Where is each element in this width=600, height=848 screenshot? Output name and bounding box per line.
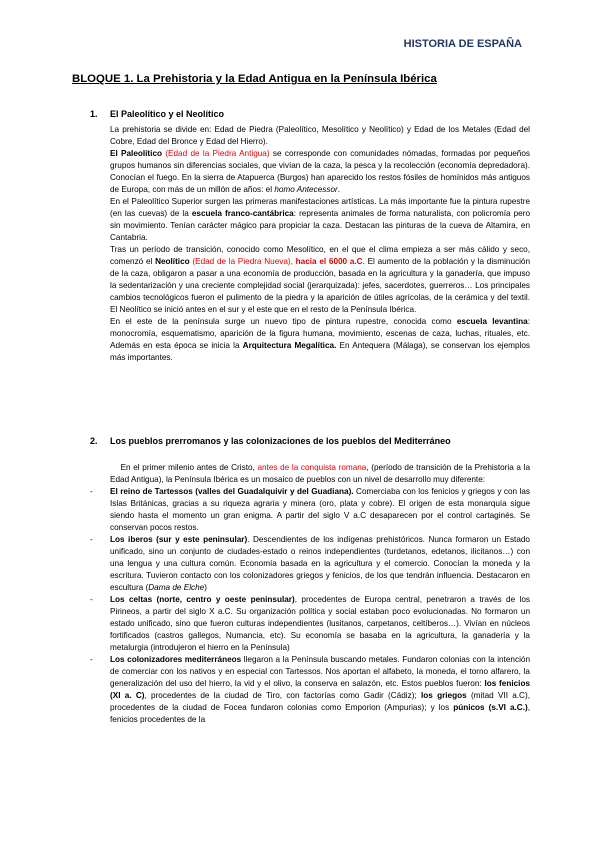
text: Comerciaba con los fenicios y griegos y con las Islas Británicas, gracias a su riqueza agraria y minera (oro, plata y cobre). El origen de esta monarquía sigue siendo hasta el momento un gran enigma. A partir del siglo V a.C desaparecen por el control cartaginés. Se conservan pocos restos.	[110, 487, 530, 532]
bold-text: Los colonizadores mediterráneos	[110, 655, 242, 664]
bold-text: Neolítico	[155, 257, 190, 266]
highlight-bold-text: hacia el 6000 a.C	[295, 257, 363, 266]
list-item-iberos	[90, 534, 530, 594]
section-2-body	[90, 462, 530, 726]
text: En Antequera (Málaga), se conservan los ejemplos más importantes.	[110, 341, 530, 362]
text: , (período de transición de la Prehistoria a la Edad Antigua), la Península Ibérica es un mosaico de pueblos con un nivel de desarrollo muy diferente:	[110, 463, 530, 484]
text: En el primer milenio antes de Cristo,	[120, 463, 255, 472]
text: .	[337, 185, 341, 194]
section-1-title: El Paleolítico y el Neolítico	[110, 109, 225, 119]
paragraph-paleolitico	[110, 148, 530, 196]
highlight-text: (Edad de la Piedra Antigua)	[165, 149, 270, 158]
section-1-number: 1.	[90, 109, 98, 119]
highlight-text: (Edad de la Piedra Nueva),	[192, 257, 293, 266]
italic-text: homo Antecessor	[274, 185, 338, 194]
section-2-heading	[90, 436, 451, 446]
text: , procedentes de Europa central, penetraron a través de los Pirineos, a partir del siglo X a.C. Su organización política y social estaban poco evolucionadas. No formaron un estado unificado, sino que fueron culturas independientes (lusitanos, carpetanos, celtíberos…). Vivían en núcleos fortificados (castros gallegos, Numancia, etc). Su economía se basaba en la agricultura, la ganadería y la metalurgia (introdujeron el hierro en la Península)	[110, 595, 530, 652]
bold-text: escuela franco-cantábrica	[191, 209, 294, 218]
paragraph-prehistoria	[110, 124, 530, 148]
bold-text: (s.VI a.C.)	[488, 703, 528, 712]
text: . El aumento de la población y la disminución de la caza, obligaron a pasar a una economía de producción, basada en la agricultura y la ganadería, que impuso la sedentarización y una creciente complejidad social (jerarquizada): jefes, sacerdotes, guerreros… Los principales cambios tecnológicos fueron el pulimento de la piedra y la aparición de útiles agrícolas, de la cerámica y del textil. El Neolítico se inició antes en el sur y el este que en el resto de la Península Ibérica.	[110, 257, 531, 314]
text: , fenicios procedentes de la	[110, 703, 530, 724]
list-item-celtas	[90, 594, 530, 654]
list-dash: -	[90, 535, 93, 544]
bold-text: Los iberos (sur y este peninsular)	[110, 535, 248, 544]
page-title: BLOQUE 1. La Prehistoria y la Edad Antigua en la Península Ibérica	[72, 73, 437, 85]
text: se corresponde con comunidades nómadas, formadas por pequeños grupos humanos sin diferencias sociales, que vivían de la caza, la pesca y la recolección (economía depredadora). Conocían el fuego. En la sierra de Atapuerca (Burgos) han aparecido los restos fósiles de homínidos más antiguos de Europa, con más de un millón de años: el	[110, 149, 531, 194]
bold-text: púnicos	[453, 703, 485, 712]
paragraph-neolitico	[110, 244, 530, 316]
bold-text: escuela levantina	[456, 317, 528, 326]
text: En el este de la península surge un nuevo tipo de pintura rupestre, conocida como	[110, 317, 452, 326]
text: (mitad VII a.C), procedentes de la ciudad de Focea fundaron colonias como Emporion (Ampurias); y los	[110, 691, 530, 712]
bold-text: los griegos	[420, 691, 467, 700]
paragraph-intro	[110, 462, 530, 486]
bold-text: los fenicios	[484, 679, 530, 688]
highlight-text: antes de la conquista romana	[257, 463, 367, 472]
text: )	[204, 583, 207, 592]
list-dash: -	[90, 655, 93, 664]
bold-text: Arquitectura Megalítica.	[242, 341, 337, 350]
bold-text: (XI a. C)	[110, 691, 145, 700]
bold-text: El Paleolítico	[110, 149, 162, 158]
text: Tras un período de transición, conocido como Mesolítico, en el que el clima empieza a ser más cálido y seco, comenzó el	[110, 245, 530, 266]
text: : monocromía, esquematismo, aparición de la figura humana, movimiento, escenas de caza, luchas, rituales, etc. Además en esta época se inicia la	[110, 317, 530, 350]
subject-header: HISTORIA DE ESPAÑA	[403, 38, 522, 50]
section-1-heading	[90, 109, 224, 119]
bold-text: El reino de Tartessos (valles del Guadalquivir y del Guadiana).	[110, 487, 354, 496]
list-dash: -	[90, 487, 93, 496]
bold-text: Los celtas (norte, centro y oeste peninsular)	[110, 595, 295, 604]
text: . Descendientes de los indígenas prehistóricos. Nunca formaron un Estado unificado, sino un conjunto de ciudades-estado o reinos independientes (turdetanos, edetanos, ilicitanos…) con una lengua y una cultura común. Economía basada en la agricultura y el comercio. Conocían la moneda y la escritura. Tuvieron contacto con los colonizadores griegos y fenicios, de los que tendrán influencia. Destacaron en escultura (	[110, 535, 530, 592]
list-item-tartessos	[90, 486, 530, 534]
list-item-colonizadores	[90, 654, 530, 726]
italic-text: Dama de Elche	[148, 583, 205, 592]
section-1-body	[110, 124, 530, 364]
text: La prehistoria se divide en: Edad de Piedra (Paleolítico, Mesolítico y Neolítico) y Edad de los Metales (Edad del Cobre, Edad del Bronce y Edad del Hierro).	[110, 125, 530, 146]
text: , procedentes de la ciudad de Tiro, con factorías como Gadir (Cádiz);	[144, 691, 417, 700]
paragraph-levantina	[110, 316, 530, 364]
section-2-number: 2.	[90, 436, 98, 446]
paragraph-paleolitico-superior	[110, 196, 530, 244]
text: llegaron a la Península buscando metales. Fundaron colonias con la intención de comerciar con los nativos y en especial con Tartessos. Nos aportan el alfabeto, la moneda, el torno alfarero, la generalización del uso del hierro, la vid y el olivo, la conserva en salazón, etc. Estos pueblos fueron:	[110, 655, 530, 688]
text: : representa animales de forma naturalista, con policromía pero sin movimiento. Tenían carácter mágico para propiciar la caza. Destacan las pinturas de la cueva de Altamira, en Cantabria.	[110, 209, 531, 242]
list-dash: -	[90, 595, 93, 604]
section-2-title: Los pueblos prerromanos y las colonizaciones de los pueblos del Mediterráneo	[110, 436, 451, 446]
text: En el Paleolítico Superior surgen las primeras manifestaciones artísticas. La más importante fue la pintura rupestre (en las cuevas) de la	[110, 197, 530, 218]
